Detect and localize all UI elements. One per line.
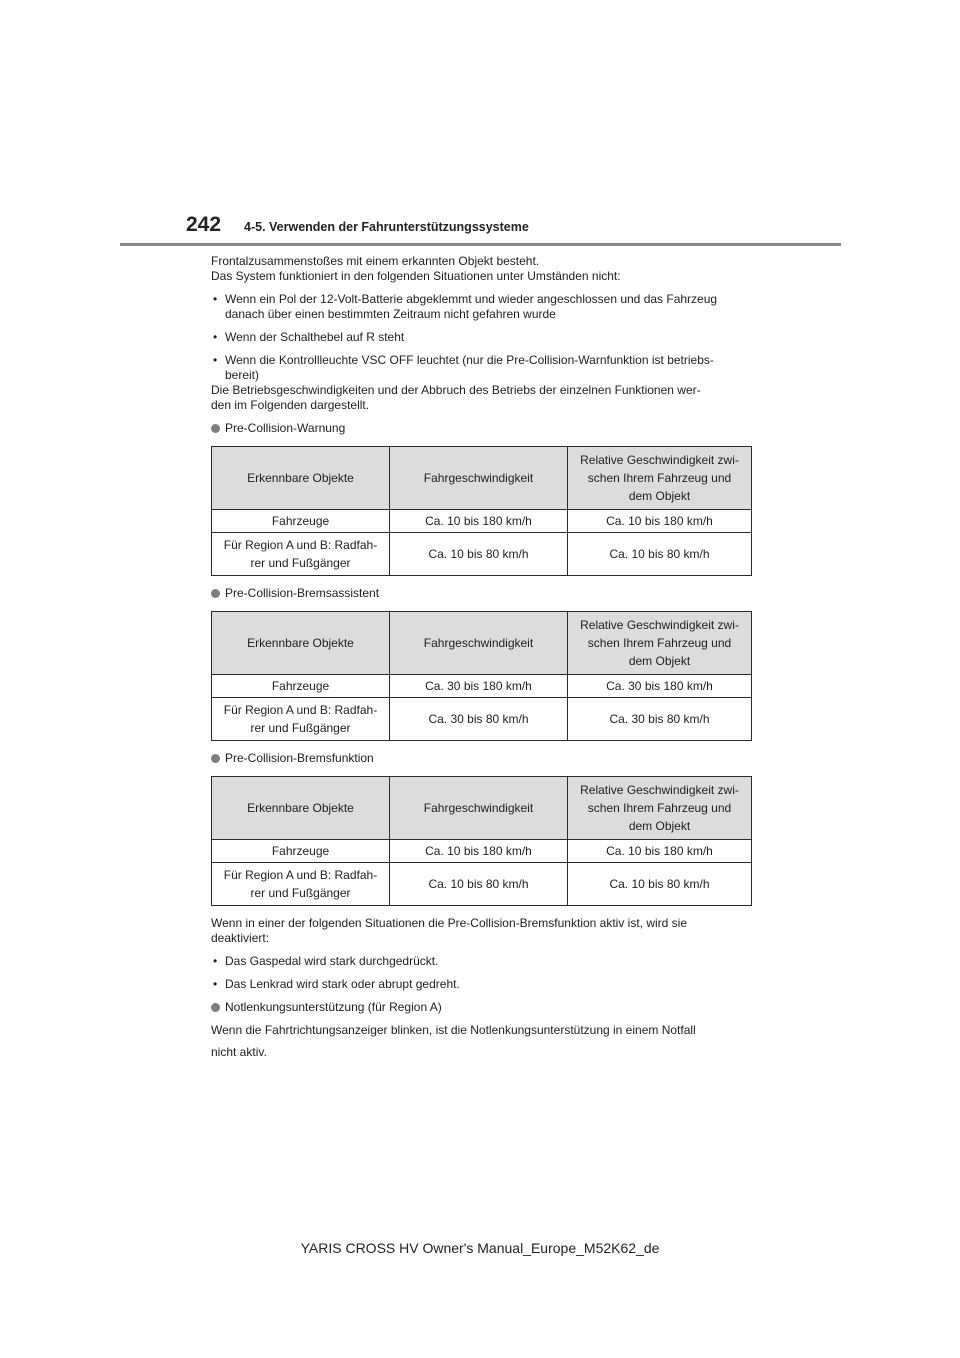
- table-cell: Ca. 30 bis 80 km/h: [390, 698, 568, 741]
- table-cell: Ca. 10 bis 180 km/h: [390, 510, 568, 533]
- list-item-text: danach über einen bestimmten Zeitraum nicht gefahren wurde: [225, 307, 556, 321]
- intro-line: Das System funktioniert in den folgenden Situationen unter Umständen nicht:: [211, 269, 621, 283]
- header-divider: [120, 243, 841, 246]
- table-cell: Fahrzeuge: [212, 510, 390, 533]
- table-cell: Fahrzeuge: [212, 675, 390, 698]
- column-header-relative-speed: [568, 612, 752, 675]
- header-line: dem Objekt: [628, 819, 691, 833]
- header-line: schen Ihrem Fahrzeug und: [587, 801, 732, 815]
- cell-line: rer und Fußgänger: [250, 556, 351, 570]
- list-item-text: Wenn ein Pol der 12-Volt-Batterie abgeklemmt und wieder angeschlossen und das Fahrzeug: [225, 292, 718, 306]
- table-cell: Ca. 10 bis 180 km/h: [390, 840, 568, 863]
- circle-bullet-icon: [211, 424, 220, 433]
- column-header-vehicle-speed: Fahrgeschwindigkeit: [390, 447, 568, 510]
- table-row: [212, 675, 752, 698]
- table-row: [212, 698, 752, 741]
- list-item: [211, 353, 751, 383]
- paragraph-line: deaktiviert:: [211, 931, 270, 945]
- header-line: dem Objekt: [628, 489, 691, 503]
- paragraph-line: Wenn in einer der folgenden Situationen die Pre-Collision-Bremsfunktion aktiv ist, wird sie: [211, 916, 688, 930]
- intro-line: Frontalzusammenstoßes mit einem erkannten Objekt besteht.: [211, 254, 540, 268]
- intro-paragraph: [211, 254, 751, 284]
- deactivation-paragraph: [211, 916, 751, 946]
- section-heading-text: Pre-Collision-Warnung: [225, 421, 346, 435]
- table-cell: Ca. 30 bis 180 km/h: [390, 675, 568, 698]
- section-heading: [211, 421, 751, 436]
- column-header-relative-speed: [568, 447, 752, 510]
- circle-bullet-icon: [211, 1003, 220, 1012]
- paragraph-line: Die Betriebsgeschwindigkeiten und der Abbruch des Betriebs der einzelnen Funktionen wer-: [211, 383, 701, 397]
- table-header-row: [212, 612, 752, 675]
- table-cell: Ca. 10 bis 180 km/h: [568, 840, 752, 863]
- paragraph-line: Wenn die Fahrtrichtungsanzeiger blinken, ist die Notlenkungsunterstützung in einem Notfall: [211, 1023, 696, 1037]
- section-heading-text: Notlenkungsunterstützung (für Region A): [225, 1000, 442, 1014]
- cell-line: rer und Fußgänger: [250, 886, 351, 900]
- column-header-objects: Erkennbare Objekte: [212, 447, 390, 510]
- table-cell: Ca. 10 bis 80 km/h: [568, 533, 752, 576]
- table-row: [212, 510, 752, 533]
- section-heading-text: Pre-Collision-Bremsfunktion: [225, 751, 374, 765]
- table-row: [212, 533, 752, 576]
- column-header-objects: Erkennbare Objekte: [212, 777, 390, 840]
- table-row: [212, 840, 752, 863]
- section-title: 4-5. Verwenden der Fahrunterstützungssysteme: [244, 220, 529, 234]
- cell-line: Für Region A und B: Radfah-: [223, 538, 378, 552]
- column-header-vehicle-speed: Fahrgeschwindigkeit: [390, 612, 568, 675]
- table-cell: Ca. 10 bis 80 km/h: [390, 533, 568, 576]
- bullet-dot-icon: •: [213, 330, 218, 344]
- steering-assist-paragraph: [211, 1019, 751, 1063]
- header-line: Relative Geschwindigkeit zwi-: [580, 618, 739, 632]
- circle-bullet-icon: [211, 589, 220, 598]
- list-item: [211, 977, 751, 992]
- cell-line: Für Region A und B: Radfah-: [223, 703, 378, 717]
- cell-line: rer und Fußgänger: [250, 721, 351, 735]
- table-cell: Ca. 30 bis 80 km/h: [568, 698, 752, 741]
- list-item: [211, 292, 751, 322]
- speed-table: [211, 446, 752, 576]
- section-heading: [211, 586, 751, 601]
- speed-table: [211, 611, 752, 741]
- header-line: dem Objekt: [628, 654, 691, 668]
- circle-bullet-icon: [211, 754, 220, 763]
- section-heading: [211, 751, 751, 766]
- table-cell: [212, 698, 390, 741]
- bullet-dot-icon: •: [213, 353, 218, 367]
- list-item-text: Das Lenkrad wird stark oder abrupt gedreht.: [225, 977, 460, 991]
- bullet-dot-icon: •: [213, 954, 218, 968]
- section-heading-text: Pre-Collision-Bremsassistent: [225, 586, 380, 600]
- page-content: [211, 254, 751, 1063]
- section-heading: [211, 1000, 751, 1015]
- table-cell: [212, 863, 390, 906]
- cell-line: Für Region A und B: Radfah-: [223, 868, 378, 882]
- list-item-text: Wenn der Schalthebel auf R steht: [225, 330, 405, 344]
- list-item-text: Wenn die Kontrollleuchte VSC OFF leuchtet (nur die Pre-Collision-Warnfunktion ist betriebs-: [225, 353, 714, 367]
- header-line: schen Ihrem Fahrzeug und: [587, 636, 732, 650]
- table-row: [212, 863, 752, 906]
- table-cell: [212, 533, 390, 576]
- table-cell: Ca. 10 bis 180 km/h: [568, 510, 752, 533]
- table-cell: Fahrzeuge: [212, 840, 390, 863]
- column-header-relative-speed: [568, 777, 752, 840]
- table-header-row: [212, 447, 752, 510]
- header-line: schen Ihrem Fahrzeug und: [587, 471, 732, 485]
- paragraph-line: den im Folgenden dargestellt.: [211, 398, 370, 412]
- list-item: [211, 954, 751, 969]
- table-cell: Ca. 10 bis 80 km/h: [390, 863, 568, 906]
- table-header-row: [212, 777, 752, 840]
- list-item: [211, 330, 751, 345]
- bullet-dot-icon: •: [213, 292, 218, 306]
- page-footer: YARIS CROSS HV Owner's Manual_Europe_M52K62_de: [300, 1240, 660, 1256]
- speed-table: [211, 776, 752, 906]
- header-line: Relative Geschwindigkeit zwi-: [580, 783, 739, 797]
- header-line: Relative Geschwindigkeit zwi-: [580, 453, 739, 467]
- table-cell: Ca. 10 bis 80 km/h: [568, 863, 752, 906]
- list-item-text: bereit): [225, 368, 260, 382]
- column-header-objects: Erkennbare Objekte: [212, 612, 390, 675]
- paragraph-line: nicht aktiv.: [211, 1045, 267, 1059]
- bullet-dot-icon: •: [213, 977, 218, 991]
- column-header-vehicle-speed: Fahrgeschwindigkeit: [390, 777, 568, 840]
- speeds-intro-paragraph: [211, 383, 751, 413]
- table-cell: Ca. 30 bis 180 km/h: [568, 675, 752, 698]
- list-item-text: Das Gaspedal wird stark durchgedrückt.: [225, 954, 439, 968]
- page-number: 242: [186, 213, 222, 236]
